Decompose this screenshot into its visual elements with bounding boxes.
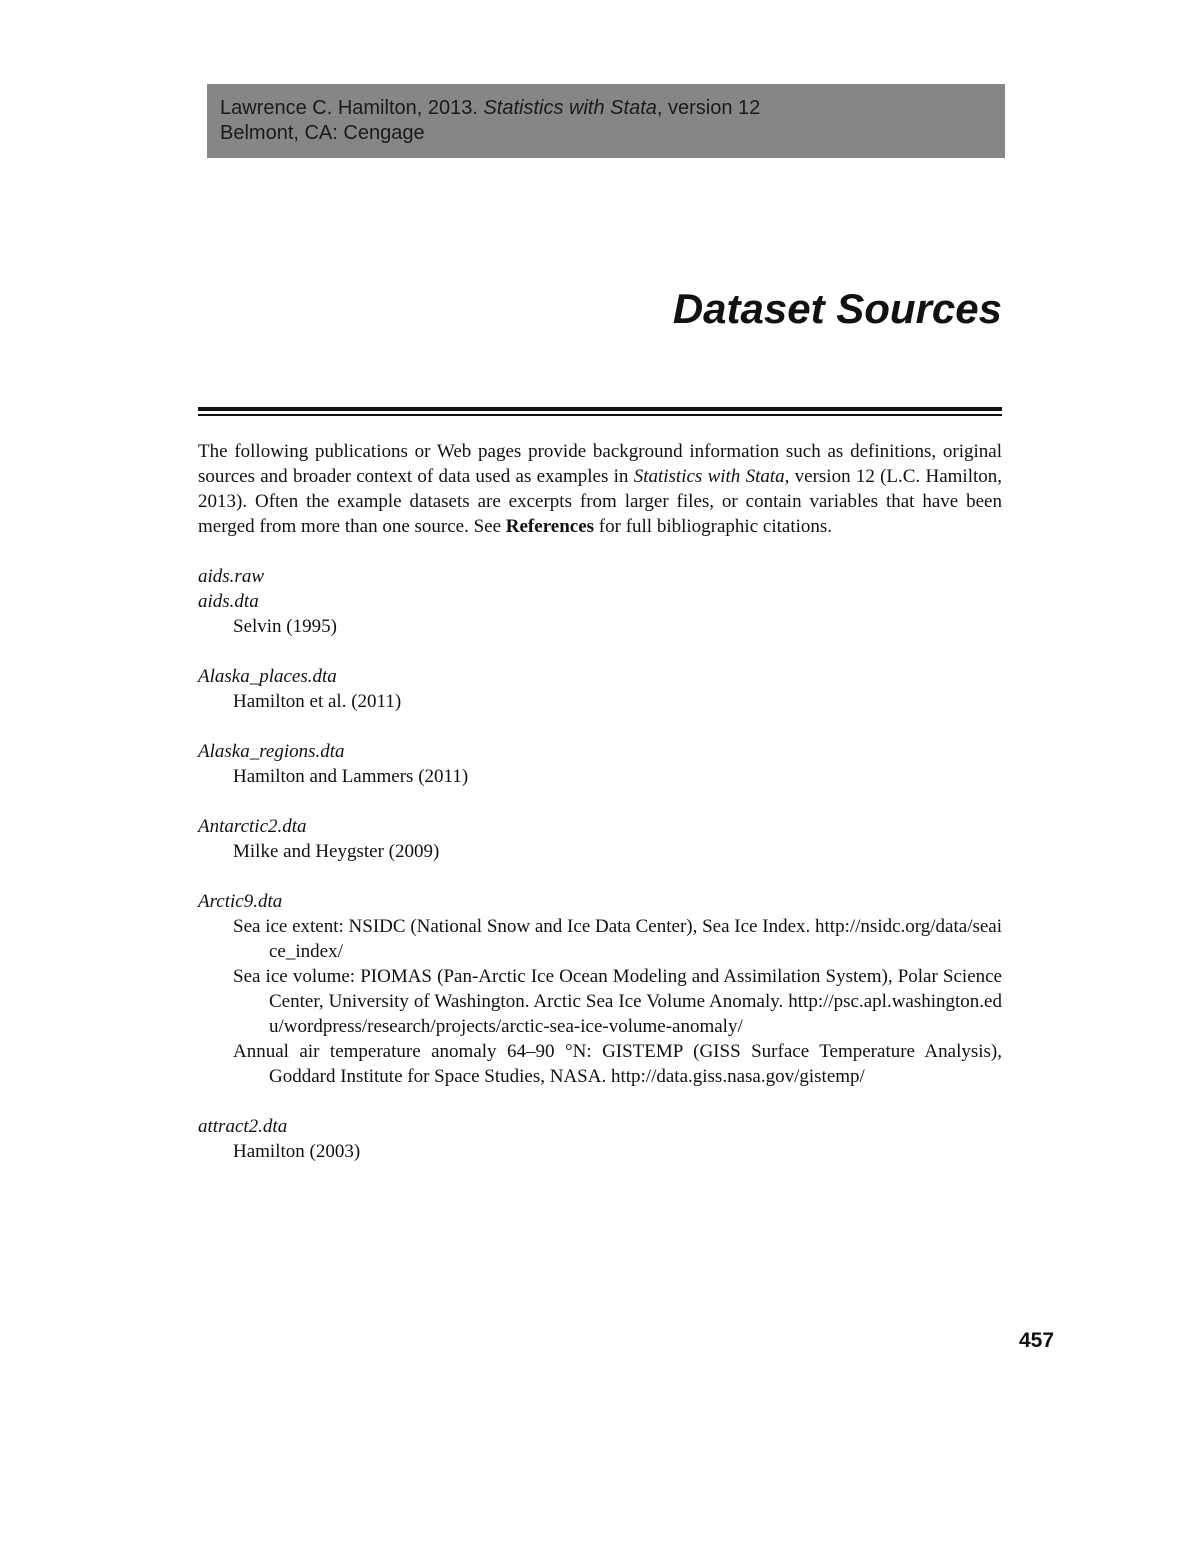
dataset-entry xyxy=(198,889,1002,1089)
source-url-link[interactable]: http://psc.apl.washington.edu/wordpress/research/projects/arctic-sea-ice-volume-anomaly/ xyxy=(269,991,1002,1037)
dataset-entry xyxy=(198,664,1002,714)
header-author-year: Lawrence C. Hamilton, 2013. xyxy=(220,97,484,119)
dataset-source xyxy=(198,1039,1002,1089)
dataset-source xyxy=(198,1139,1002,1164)
dataset-filename: Arctic9.dta xyxy=(198,891,283,912)
header-citation-line xyxy=(220,96,1005,121)
dataset-filename: Antarctic2.dta xyxy=(198,816,307,837)
intro-text-2: version 12 (L.C. Hamilton, 2013). Often the example datasets are excerpts from larger files, or contain variables that have been merged from more than one source. See xyxy=(198,466,1002,537)
source-text: Hamilton et al. (2011) xyxy=(233,691,402,712)
intro-text-1: The following publications or Web pages provide background information such as definitions, original sources and broader context of data used as examples in xyxy=(198,441,1002,487)
source-text: Annual air temperature anomaly 64–90 °N: GISTEMP (GISS Surface Temperature Analysis), Goddard Institute for Space Studies, NASA. xyxy=(233,1041,1002,1087)
header-version: , version 12 xyxy=(656,97,761,119)
source-text: Hamilton and Lammers (2011) xyxy=(233,766,469,787)
dataset-filename: aids.raw xyxy=(198,566,264,587)
chapter-title: Dataset Sources xyxy=(672,285,1002,332)
dataset-filename: attract2.dta xyxy=(198,1116,288,1137)
dataset-filename: Alaska_regions.dta xyxy=(198,741,345,762)
dataset-entry xyxy=(198,1114,1002,1164)
source-text: Hamilton (2003) xyxy=(233,1141,361,1162)
dataset-source xyxy=(198,914,1002,964)
dataset-source xyxy=(198,689,1002,714)
intro-paragraph xyxy=(198,439,1002,539)
source-text: Selvin (1995) xyxy=(233,616,337,637)
source-url-link[interactable]: http://nsidc.org/data/seaice_index/ xyxy=(269,916,1003,962)
dataset-entry xyxy=(198,814,1002,864)
intro-references-label: References xyxy=(505,516,595,537)
source-text: Sea ice extent: NSIDC (National Snow and Ice Data Center), Sea Ice Index. xyxy=(233,916,811,937)
dataset-list xyxy=(198,564,1002,1164)
page-number: 457 xyxy=(1019,1329,1055,1352)
source-url-link[interactable]: http://data.giss.nasa.gov/gistemp/ xyxy=(610,1066,865,1087)
source-text: Milke and Heygster (2009) xyxy=(233,841,440,862)
intro-book-title: Statistics with Stata, xyxy=(633,466,790,487)
title-rule-thin xyxy=(198,414,1002,416)
dataset-entry xyxy=(198,739,1002,789)
source-text: Sea ice volume: PIOMAS (Pan-Arctic Ice Ocean Modeling and Assimilation System), Polar Science Center, University of Washington. Arctic Sea Ice Volume Anomaly. xyxy=(233,966,1002,1012)
dataset-source xyxy=(198,839,1002,864)
header-book-title: Statistics with Stata xyxy=(483,97,657,119)
dataset-entry xyxy=(198,564,1002,639)
book-citation-header xyxy=(207,84,1005,158)
dataset-filename: Alaska_places.dta xyxy=(198,666,337,687)
header-publisher: Belmont, CA: Cengage xyxy=(220,122,425,144)
dataset-source xyxy=(198,964,1002,1039)
chapter-content xyxy=(198,439,1002,1164)
title-rule-thick xyxy=(198,407,1002,411)
intro-text-3: for full bibliographic citations. xyxy=(594,516,833,537)
dataset-source xyxy=(198,764,1002,789)
dataset-source xyxy=(198,614,1002,639)
dataset-filename: aids.dta xyxy=(198,591,259,612)
